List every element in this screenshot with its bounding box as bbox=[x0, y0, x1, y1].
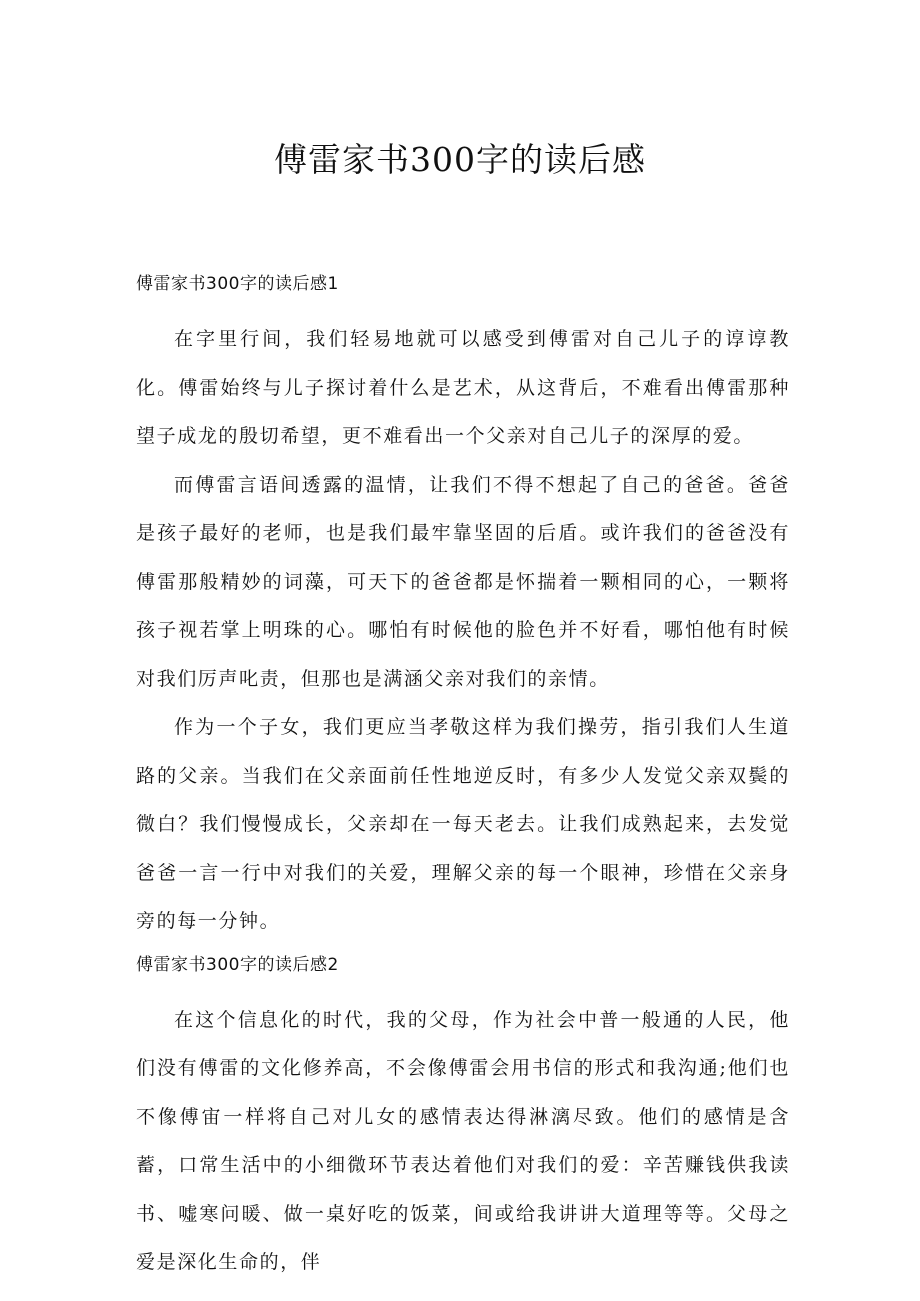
section-heading: 傅雷家书300字的读后感2 bbox=[136, 954, 339, 975]
document-title: 傅雷家书300字的读后感 bbox=[274, 140, 646, 179]
document-body bbox=[136, 265, 790, 1287]
paragraph: 作为一个子女，我们更应当孝敬这样为我们操劳，指引我们人生道路的父亲。当我们在父亲面前任性地逆反时，有多少人发觉父亲双鬓的微白？我们慢慢成长，父亲却在一每天老去。让我们成熟起来，去发觉爸爸一言一行中对我们的关爱，理解父亲的每一个眼神，珍惜在父亲身旁的每一分钟。 bbox=[136, 716, 790, 932]
paragraph: 在字里行间，我们轻易地就可以感受到傅雷对自己儿子的谆谆教化。傅雷始终与儿子探讨着什么是艺术，从这背后，不难看出傅雷那种望子成龙的殷切希望，更不难看出一个父亲对自己儿子的深厚的爱。 bbox=[136, 328, 790, 447]
section-heading: 傅雷家书300字的读后感1 bbox=[136, 274, 339, 294]
paragraph: 而傅雷言语间透露的温情，让我们不得不想起了自己的爸爸。爸爸是孩子最好的老师，也是我们最牢靠坚固的后盾。或许我们的爸爸没有傅雷那般精妙的词藻，可天下的爸爸都是怀揣着一颗相同的心，一颗将孩子视若掌上明珠的心。哪怕有时候他的脸色并不好看，哪怕他有时候对我们厉声叱责，但那也是满涵父亲对我们的亲情。 bbox=[136, 473, 790, 690]
paragraph: 在这个信息化的时代，我的父母，作为社会中普一般通的人民，他们没有傅雷的文化修养高，不会像傅雷会用书信的形式和我沟通;他们也不像傅宙一样将自己对儿女的感情表达得淋漓尽致。他们的感情是含蓄，口常生活中的小细微环节表达着他们对我们的爱：辛苦赚钱供我读书、嘘寒问暖、做一桌好吃的饭菜，间或给我讲讲大道理等等。父母之爱是深化生命的，伴 bbox=[136, 1008, 790, 1273]
